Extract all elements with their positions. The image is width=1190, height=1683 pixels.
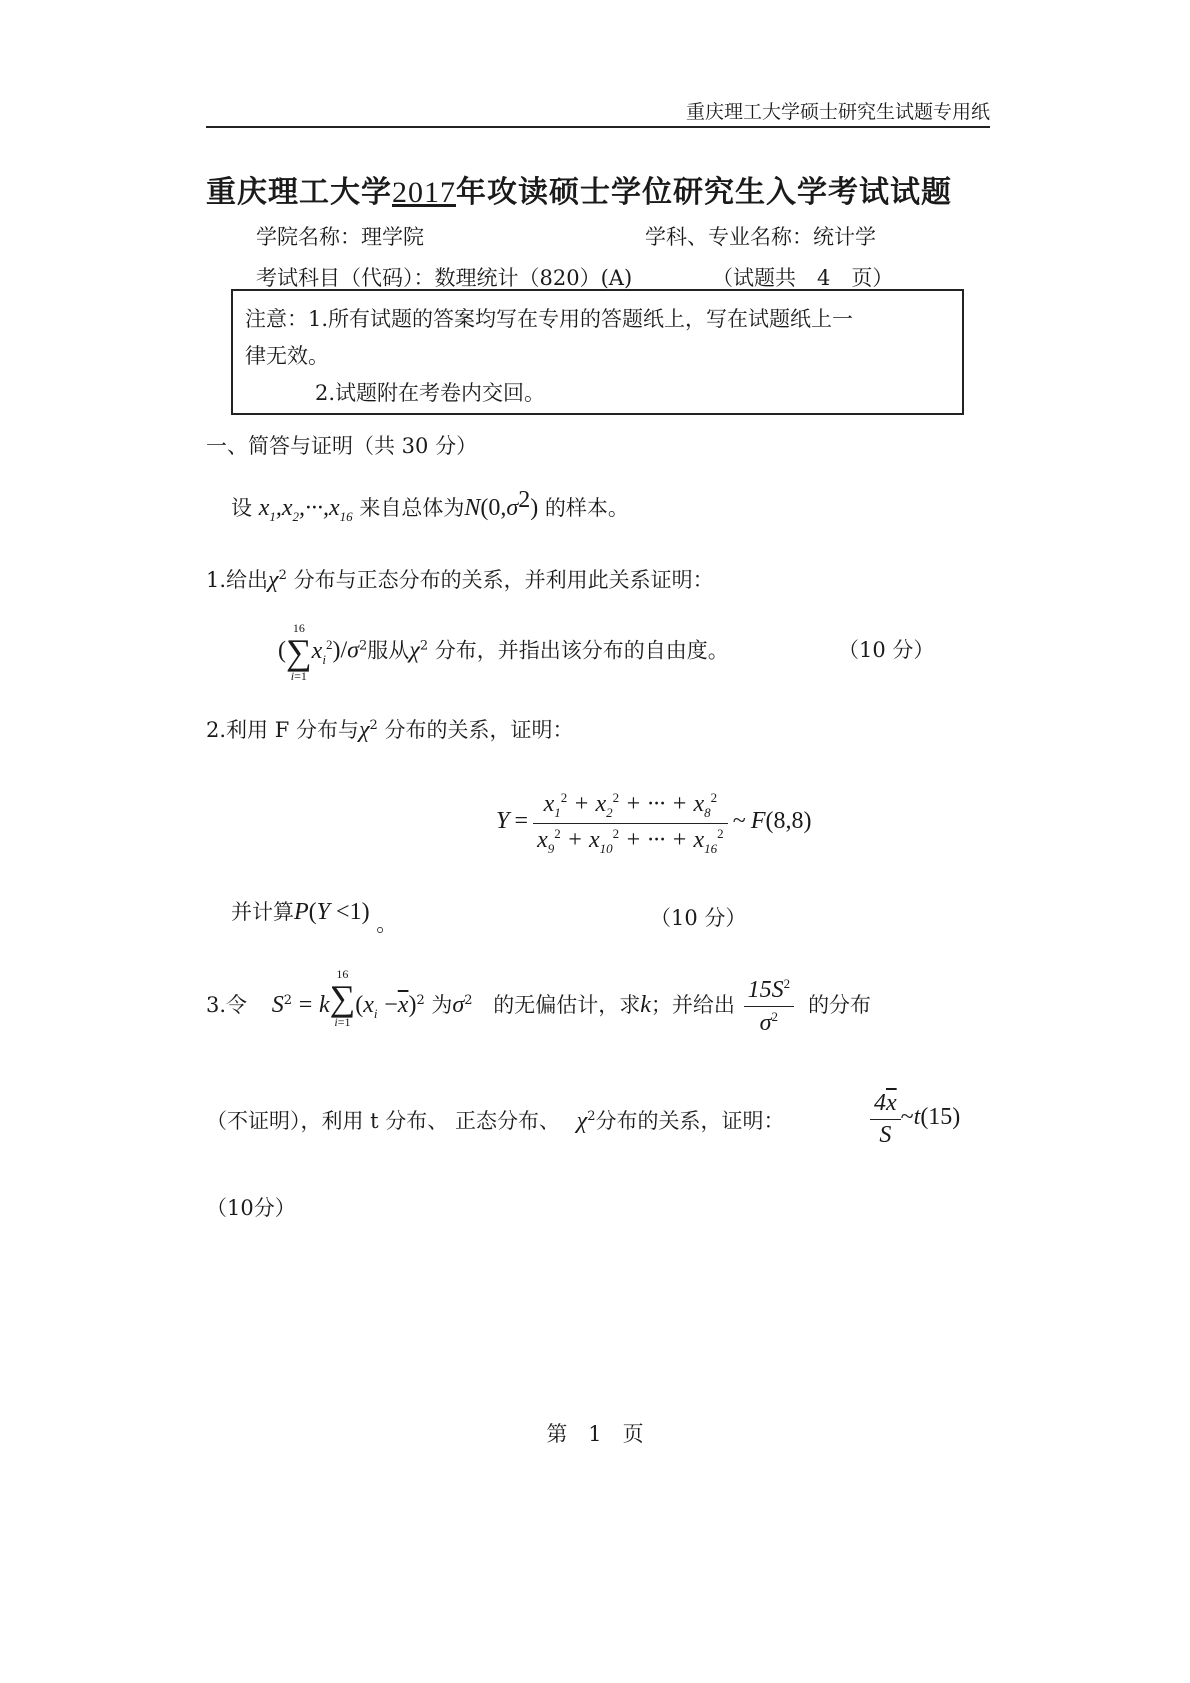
question-2-points: （10 分） xyxy=(650,906,747,930)
summation: 16 ∑ i=1 xyxy=(286,621,312,683)
population-formula: N xyxy=(464,495,481,521)
running-header: 重庆理工大学硕士研究生试题专用纸 xyxy=(685,101,990,123)
header-rule xyxy=(206,126,990,128)
question-3: 3.令 $S^2 = k$ 16 ∑ i=1 $(x_i -\overline{x})^2$ 为$\sigma^2$ 的无偏估计，求k；并给出 $\frac{15S^2}{\sigma^2}$ 的分布 xyxy=(206,966,872,1036)
intro-suffix: 的样本。 xyxy=(544,496,629,520)
title-prefix: 重庆理工大学 xyxy=(206,175,392,210)
section-heading: 一、简答与证明（共 30 分） xyxy=(206,434,478,458)
title-suffix: 年攻读硕士学位研究生入学考试试题 xyxy=(456,175,952,210)
question-1-formula: ( 16 ∑ i=1 $x_i^2)/\sigma^2$服从$\chi^2$ 分布，并指出该分布的自由度。 xyxy=(278,621,729,683)
question-2-compute: 并计算P(Y <1) 。 xyxy=(231,899,398,936)
t-distribution-formula: $\frac{4\overline{x}}{S}$ ~t(15) xyxy=(870,1090,960,1149)
notice-line-2: 律无效。 xyxy=(245,344,329,368)
notice-box xyxy=(231,289,964,415)
college-name: 学院名称：理学院 xyxy=(256,225,424,249)
question-1-points: （10 分） xyxy=(838,638,935,662)
question-2: 2.利用 F 分布与$\chi^2$ 分布的关系，证明： xyxy=(206,717,574,743)
sample-formula: $x_1,x_2,\cdot\cdot\cdot,x_{16}$ xyxy=(258,495,353,524)
intro-middle: 来自总体为 xyxy=(359,496,465,520)
question-3-line-2: （不证明），利用 t 分布、 正态分布、 $\chi^2$分布的关系，证明： xyxy=(206,1108,785,1134)
title-year: 2017 xyxy=(392,176,456,209)
page-number: 第 1 页 xyxy=(546,1422,644,1446)
intro-line: 设 $x_1,x_2,\cdot\cdot\cdot,x_{16}$ 来自总体为$N(0,\sigma^2)$ 的样本。 xyxy=(231,487,629,524)
major-name: 学科、专业名称：统计学 xyxy=(645,225,876,249)
chi-square-symbol: χ xyxy=(268,567,279,593)
notice-line-1: 注意：1.所有试题的答案均写在专用的答题纸上，写在试题纸上一 xyxy=(245,307,854,331)
exam-subject: 考试科目（代码）：数理统计（820）(A) xyxy=(256,266,633,290)
question-3-points: （10分） xyxy=(206,1196,296,1220)
notice-line-3: 2.试题附在考卷内交回。 xyxy=(315,381,546,405)
page-count: （试题共 4 页） xyxy=(712,266,894,290)
f-distribution-formula: Y = $\frac{x_1^2 + x_2^2 + \cdot\cdot\cdot + x_8^2}{x_9^2 + x_{10}^2 + \cdot\cdot\cdot + x_{16}^2}$ ~ F(8,8) xyxy=(496,790,812,856)
question-1: 1.给出$\chi^2$ 分布与正态分布的关系，并利用此关系证明： xyxy=(206,567,714,593)
exam-title xyxy=(206,167,990,211)
intro-prefix: 设 xyxy=(231,496,252,520)
